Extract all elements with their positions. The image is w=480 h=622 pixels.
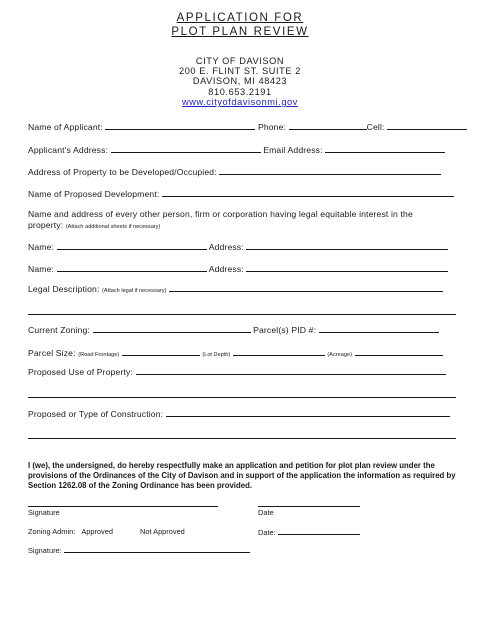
interest-address-field-2[interactable] [246,263,448,272]
admin-date-field[interactable] [278,527,360,535]
title-line-1: APPLICATION FOR [176,12,304,24]
signature-label: Signature [28,508,60,517]
phone-field[interactable] [289,121,367,130]
phone-number: 810.653.2191 [208,87,272,97]
proposed-development-label: Name of Proposed Development: [28,189,160,199]
address-label: Address: [208,264,244,274]
attach-sheets-note: (Attach additional sheets if necessary) [65,224,161,230]
property-label: property: [28,220,64,230]
admin-signature-row [28,545,250,555]
approved-option[interactable]: Approved [81,527,113,536]
proposed-construction-field[interactable] [166,408,450,417]
admin-signature-label: Signature: [28,546,62,555]
proposed-construction-row [28,408,450,420]
zoning-parcel-row [28,324,439,336]
attach-legal-note: (Attach legal if necessary) [102,288,167,294]
street-address: 200 E. FLINT ST. SUITE 2 [179,66,301,76]
admin-signature-field[interactable] [64,545,250,553]
zoning-admin-row [28,527,113,536]
cell-field[interactable] [387,121,467,130]
website-link[interactable]: www.cityofdavisonmi.gov [182,97,298,107]
email-address-label: Email Address: [263,145,323,155]
interest-name-field-2[interactable] [57,263,207,272]
legal-description-label: Legal Description: [28,284,100,294]
lot-depth-field[interactable] [233,347,325,356]
name-label: Name: [28,264,55,274]
applicants-address-label: Applicant's Address: [28,145,109,155]
proposed-development-row [28,188,454,200]
interest-address-field-1[interactable] [246,241,448,250]
interest-prompt-line-1: Name and address of every other person, firm or corporation having legal equitable interest in the [28,209,413,219]
interest-party-row-1 [28,241,448,253]
applicant-name-field[interactable] [105,121,255,130]
zoning-admin-label: Zoning Admin: [28,527,76,536]
legal-description-line-2[interactable] [28,314,456,315]
date-label: Date [258,508,274,517]
parcel-size-row [28,347,443,361]
acreage-note: (Acreage) [327,352,352,358]
applicants-address-field[interactable] [111,144,261,153]
property-address-field[interactable] [219,166,441,175]
interest-name-field-1[interactable] [57,241,207,250]
city-name: CITY OF DAVISON [195,56,285,66]
proposed-use-line-2[interactable] [28,397,456,398]
proposed-use-label: Proposed Use of Property: [28,367,134,377]
title-line-2: PLOT PLAN REVIEW [171,26,309,38]
proposed-construction-label: Proposed or Type of Construction: [28,409,164,419]
applicant-row [28,121,467,133]
road-frontage-field[interactable] [122,347,200,356]
lot-depth-note: (Lot Depth) [202,352,231,358]
interest-prompt-line-2 [28,220,160,233]
phone-label: Phone: [257,122,287,132]
applicant-date-line[interactable] [258,506,360,507]
property-address-row [28,166,441,178]
proposed-use-row [28,366,446,378]
current-zoning-label: Current Zoning: [28,325,90,335]
parcel-id-label: Parcel(s) PID #: [253,325,317,335]
applicant-signature-line[interactable] [28,506,218,507]
road-frontage-note: (Road Frontage) [78,352,120,358]
city-state-zip: DAVISON, MI 48423 [192,76,288,86]
email-address-field[interactable] [325,144,445,153]
address-label: Address: [208,242,244,252]
website-line [0,97,480,107]
admin-date-row [258,527,360,537]
name-label: Name: [28,242,55,252]
application-statement: I (we), the undersigned, do hereby respectfully make an application and petition for plot plan review under the provisions of the Ordinances of the City of Davison and in support of the application the information as required by Section 1262.08 of the Zoning Ordinance has been provided. [28,461,456,490]
applicant-address-row [28,144,445,156]
parcel-size-label: Parcel Size: [28,348,76,358]
interest-party-row-2 [28,263,448,275]
proposed-construction-line-2[interactable] [28,438,456,439]
acreage-field[interactable] [355,347,443,356]
not-approved-option[interactable]: Not Approved [140,527,185,536]
proposed-use-field[interactable] [136,366,446,375]
current-zoning-field[interactable] [93,324,251,333]
property-address-label: Address of Property to be Developed/Occupied: [28,167,217,177]
parcel-id-field[interactable] [319,324,439,333]
admin-date-label: Date: [258,528,276,537]
name-of-applicant-label: Name of Applicant: [28,122,103,132]
cell-label: Cell: [366,122,385,132]
legal-description-row [28,283,443,297]
proposed-development-field[interactable] [162,188,454,197]
legal-description-field[interactable] [169,283,443,292]
